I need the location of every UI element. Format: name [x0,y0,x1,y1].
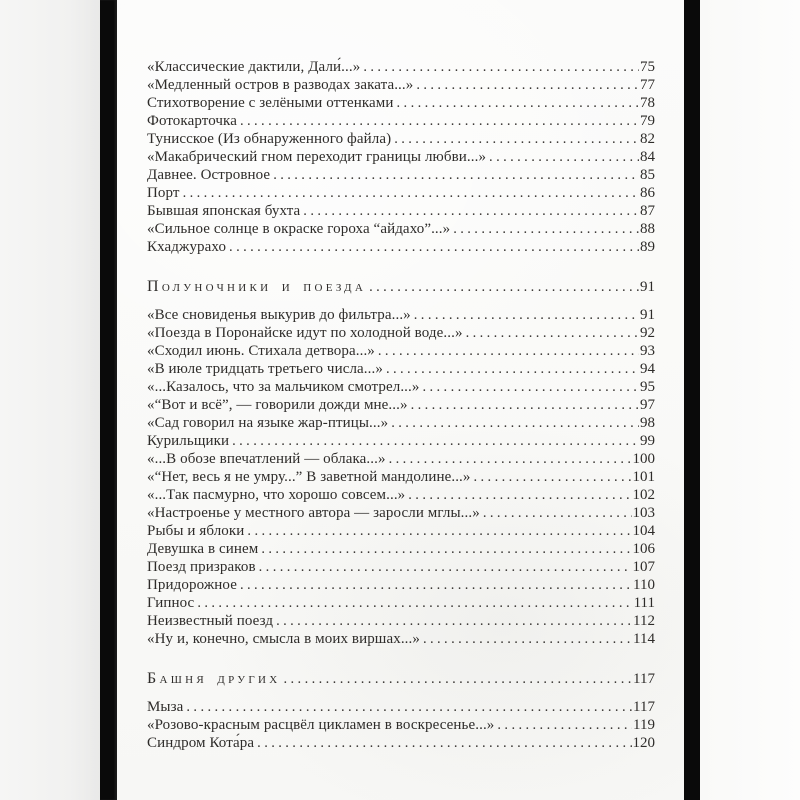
toc-entry-row [147,166,655,184]
page-number: 101 [632,469,655,485]
page-number: 79 [640,113,655,129]
toc-entry-row [147,450,655,468]
page-number: 82 [640,131,655,147]
dot-leader [183,184,639,202]
entry-title: «Розово-красным расцвёл цикламен в воскресенье...» [147,717,495,733]
page-number: 107 [632,559,655,575]
page-number: 75 [640,59,655,75]
dot-leader [369,278,639,296]
photo-backdrop-right [700,0,800,800]
page-number: 95 [640,379,655,395]
toc-page [117,0,684,800]
entry-title: Рыбы и яблоки [147,523,245,539]
dot-leader [389,450,632,468]
toc-entry-row [147,130,655,148]
dot-leader [303,202,639,220]
page-edge-strip-left [100,0,117,800]
toc-entry-row [147,184,655,202]
dot-leader [240,576,632,594]
dot-leader [414,306,639,324]
toc-entry-row [147,576,655,594]
entry-title: «“Нет, весь я не умру...” В заветной мандолине...» [147,469,471,485]
dot-leader [483,504,632,522]
toc-entry-row [147,540,655,558]
page-number: 77 [640,77,655,93]
page-number: 92 [640,325,655,341]
dot-leader [378,342,639,360]
dot-leader [466,324,639,342]
dot-leader [391,414,639,432]
page-number: 91 [640,307,655,323]
entry-title: «Макабрический гном переходит границы любви...» [147,149,487,165]
page-number: 112 [633,613,655,629]
section-title: Полуночники и поезда [147,278,367,295]
dot-leader [257,734,631,752]
page-number: 117 [633,699,655,715]
entry-title: Тунисское (Из обнаруженного файла) [147,131,392,147]
entry-title: «Сходил июнь. Стихала детвора...» [147,343,375,359]
section-title: Башня других [147,670,281,687]
dot-leader [273,166,639,184]
page-number: 97 [640,397,655,413]
toc-entry-row [147,612,655,630]
page-number: 91 [640,279,655,295]
dot-leader [186,698,632,716]
toc-entry-row [147,94,655,112]
toc-entry-row [147,734,655,752]
entry-title: Синдром Кота́ра [147,735,255,751]
dot-leader [408,486,631,504]
entry-title: «“Вот и всё”, — говорили дожди мне...» [147,397,408,413]
toc-entry-row [147,220,655,238]
page-number: 103 [632,505,655,521]
toc-entry-row [147,238,655,256]
page-number: 119 [633,717,655,733]
dot-leader [240,112,639,130]
toc-entry-row [147,342,655,360]
entry-title: Поезд призраков [147,559,256,575]
toc-entry-row [147,360,655,378]
dot-leader [423,630,632,648]
entry-title: Бывшая японская бухта [147,203,301,219]
dot-leader [497,716,632,734]
page-number: 114 [633,631,655,647]
entry-title: Курильщики [147,433,230,449]
entry-title: «Поезда в Поронайске идут по холодной воде...» [147,325,463,341]
dot-leader [489,148,639,166]
toc-entry-row [147,486,655,504]
entry-title: Кхаджурахо [147,239,227,255]
toc-entry-row [147,468,655,486]
toc-entry-row [147,306,655,324]
toc-entry-row [147,76,655,94]
toc-entry-row [147,148,655,166]
toc-entry-row [147,522,655,540]
toc-entry-row [147,202,655,220]
page-number: 106 [632,541,655,557]
page-number: 93 [640,343,655,359]
toc-entry-row [147,414,655,432]
dot-leader [229,238,639,256]
dot-leader [416,76,639,94]
toc-entry-row [147,378,655,396]
page-number: 89 [640,239,655,255]
dot-leader [422,378,639,396]
page-number: 111 [633,595,655,611]
toc-entry-row [147,396,655,414]
page-number: 98 [640,415,655,431]
dot-leader [232,432,639,450]
entry-title: «Сад говорил на языке жар-птицы...» [147,415,389,431]
dot-leader [284,670,633,688]
entry-title: «...Так пасмурно, что хорошо совсем...» [147,487,406,503]
dot-leader [397,94,639,112]
page-number: 84 [640,149,655,165]
entry-title: Придорожное [147,577,237,593]
entry-title: Девушка в синем [147,541,259,557]
dot-leader [394,130,639,148]
toc-entry-row [147,58,655,76]
toc-entry-row [147,716,655,734]
page-number: 85 [640,167,655,183]
toc-entry-row [147,558,655,576]
dot-leader [386,360,639,378]
photo-backdrop-left [0,0,100,800]
toc-entry-row [147,324,655,342]
page-number: 99 [640,433,655,449]
toc-entry-row [147,698,655,716]
dot-leader [453,220,639,238]
page-number: 110 [633,577,655,593]
toc-entry-row [147,594,655,612]
dot-leader [276,612,632,630]
toc-entry-row [147,112,655,130]
dot-leader [259,558,632,576]
page-number: 94 [640,361,655,377]
dot-leader [474,468,632,486]
entry-title: «В июле тридцать третьего числа...» [147,361,383,377]
entry-title: Давнее. Островное [147,167,271,183]
dot-leader [363,58,639,76]
entry-title: «Ну и, конечно, смысла в моих виршах...» [147,631,420,647]
entry-title: Неизвестный поезд [147,613,274,629]
toc-entry-row [147,432,655,450]
page-number: 87 [640,203,655,219]
entry-title: «Медленный остров в разводах заката...» [147,77,414,93]
page-number: 78 [640,95,655,111]
entry-title: Порт [147,185,180,201]
toc-entry-row [147,630,655,648]
entry-title: «Сильное солнце в окраске гороха “айдахо”...» [147,221,451,237]
entry-title: «...В обозе впечатлений — облака...» [147,451,386,467]
page-number: 120 [632,735,655,751]
entry-title: «Классические дактили, Дали́...» [147,59,361,75]
toc-section-heading [147,670,655,688]
entry-title: Мыза [147,699,184,715]
table-of-contents [147,58,655,752]
dot-leader [411,396,639,414]
entry-title: Гипнос [147,595,195,611]
dot-leader [261,540,631,558]
page-number: 117 [633,671,655,687]
page-edge-strip-right [684,0,700,800]
entry-title: Стихотворение с зелёными оттенками [147,95,394,111]
toc-entry-row [147,504,655,522]
dot-leader [197,594,632,612]
page-number: 88 [640,221,655,237]
entry-title: «...Казалось, что за мальчиком смотрел...» [147,379,420,395]
page-number: 102 [632,487,655,503]
page-number: 100 [632,451,655,467]
dot-leader [247,522,631,540]
entry-title: «Настроенье у местного автора — заросли мглы...» [147,505,480,521]
page-number: 86 [640,185,655,201]
toc-section-heading [147,278,655,296]
entry-title: «Все сновиденья выкурив до фильтра...» [147,307,411,323]
entry-title: Фотокарточка [147,113,237,129]
page-number: 104 [632,523,655,539]
